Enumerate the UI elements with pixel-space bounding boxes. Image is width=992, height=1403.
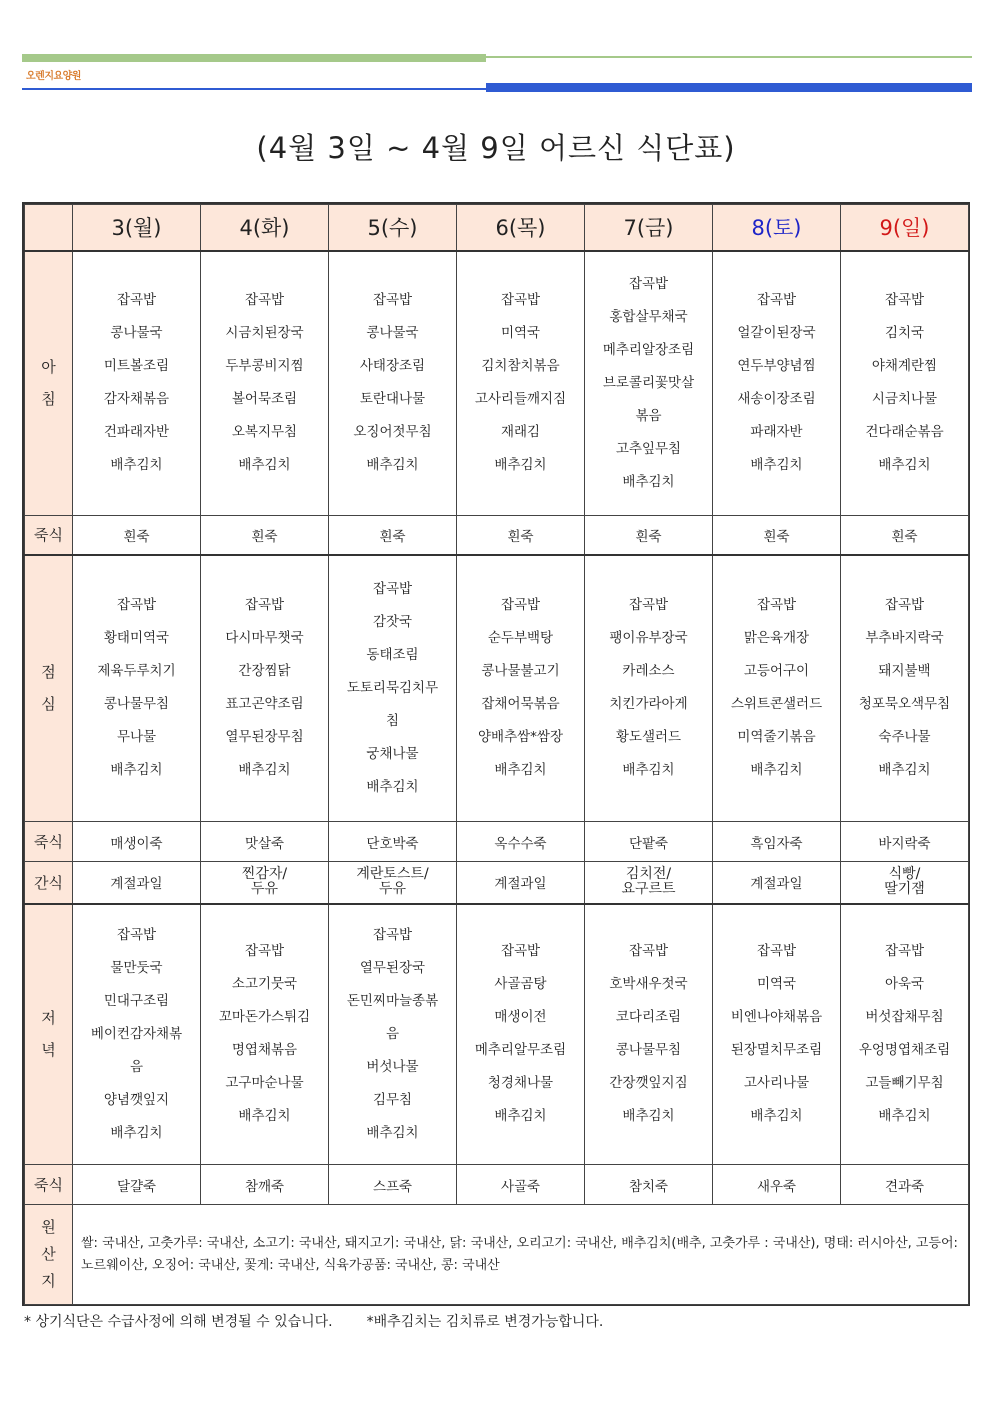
porridge-cell: 흰죽 <box>201 516 329 555</box>
porridge-label: 죽식 <box>25 516 73 555</box>
menu-item: 배추김치 <box>238 457 291 474</box>
page-title: (4월 3일 ~ 4월 9일 어르신 식단표) <box>256 131 736 165</box>
menu-item: 양배추쌈*쌈장 <box>478 729 563 746</box>
menu-item: 고사리들깨지짐 <box>474 391 567 408</box>
footnote-right: *배추김치는 김치류로 변경가능합니다. <box>366 1314 604 1330</box>
porridge-cell: 흰죽 <box>713 516 841 555</box>
menu-item: 배추김치 <box>110 1124 163 1141</box>
menu-item: 볶음 <box>635 407 662 424</box>
day-header-row <box>25 205 969 251</box>
menu-item: 궁채나물 <box>366 745 419 762</box>
porridge-cell: 바지락죽 <box>841 822 969 862</box>
menu-item: 배추김치 <box>622 1108 675 1125</box>
day-header: 6(목) <box>457 205 585 251</box>
porridge-cell: 흰죽 <box>329 516 457 555</box>
origin-text: 쌀: 국내산, 고춧가루: 국내산, 소고기: 국내산, 돼지고기: 국내산, 닭: 국내산, 오리고기: 국내산, 배추김치(배추, 고춧가루 : 국내산), 명태: 러시아산, 고등어: 노르웨이산, 오징어: 국내산, 꽃게: 국내산, 식육가공품: 국내산, 콩: 국내산 <box>73 1205 969 1305</box>
menu-item: 침 <box>385 712 400 729</box>
menu-item: 브로콜리꽃맛살 <box>602 374 695 391</box>
menu-item: 잡곡밥 <box>244 943 285 960</box>
menu-item: 새송이장조림 <box>737 391 816 408</box>
menu-item: 미트볼조림 <box>103 358 170 375</box>
porridge-cell: 사골죽 <box>457 1165 585 1205</box>
menu-item: 콩나물무침 <box>615 1042 682 1059</box>
lunch-label-char: 심 <box>41 695 56 714</box>
porridge-cell: 옥수수죽 <box>457 822 585 862</box>
menu-item: 숙주나물 <box>878 729 931 746</box>
menu-item: 배추김치 <box>622 762 675 779</box>
porridge-cell: 흰죽 <box>841 516 969 555</box>
menu-item: 건다래순볶음 <box>865 424 944 441</box>
breakfast-cell <box>713 251 841 516</box>
menu-item: 민대구조림 <box>103 992 170 1009</box>
origin-label-char: 원 <box>41 1218 56 1236</box>
snack-row <box>25 862 969 904</box>
lunch-cell <box>841 555 969 822</box>
lunch-cell <box>585 555 713 822</box>
menu-item: 다시마무챗국 <box>225 630 304 647</box>
lunch-cell <box>713 555 841 822</box>
menu-item: 잡곡밥 <box>116 292 157 309</box>
menu-item: 버섯잡채무침 <box>865 1009 944 1026</box>
porridge-cell: 스프죽 <box>329 1165 457 1205</box>
menu-item: 메추리알무조림 <box>474 1042 567 1059</box>
menu-item: 재래김 <box>500 424 541 441</box>
menu-item: 간장찜닭 <box>238 663 291 680</box>
porridge-cell: 맛살죽 <box>201 822 329 862</box>
origin-label-char: 산 <box>41 1245 56 1263</box>
snack-cell <box>841 862 969 904</box>
snack-item: 딸기잼 <box>884 881 925 898</box>
snack-item: 김치전/ <box>625 866 672 883</box>
snack-item: 두유 <box>378 881 407 898</box>
menu-item: 된장멸치무조림 <box>730 1042 823 1059</box>
menu-item: 치킨가라아게 <box>609 696 688 713</box>
menu-item: 연두부양념찜 <box>737 358 816 375</box>
menu-item: 홍합살무채국 <box>609 308 688 325</box>
lunch-label-char: 점 <box>41 663 56 682</box>
menu-item: 잡곡밥 <box>244 597 285 614</box>
footnote <box>24 1311 603 1331</box>
lunch-row <box>25 555 969 822</box>
snack-item: 요구르트 <box>621 881 676 898</box>
menu-item: 잡곡밥 <box>628 597 669 614</box>
day-header: 3(월) <box>73 205 201 251</box>
day-header: 7(금) <box>585 205 713 251</box>
menu-item: 도토리묵김치무 <box>346 679 439 696</box>
menu-item: 돈민찌마늘종볶 <box>346 992 439 1009</box>
menu-item: 배추김치 <box>366 457 419 474</box>
menu-item: 부추바지락국 <box>865 630 944 647</box>
header-bar-green <box>22 54 486 62</box>
menu-item: 사골곰탕 <box>494 976 547 993</box>
header-line-green <box>486 56 972 58</box>
snack-cell <box>713 862 841 904</box>
snack-item: 계절과일 <box>110 876 163 893</box>
breakfast-label <box>25 251 73 516</box>
menu-item: 팽이유부장국 <box>609 630 688 647</box>
dinner-label <box>25 904 73 1165</box>
menu-item: 배추김치 <box>494 762 547 779</box>
snack-cell <box>329 862 457 904</box>
menu-item: 미역줄기볶음 <box>737 729 816 746</box>
menu-item: 고구마순나물 <box>225 1075 304 1092</box>
menu-item: 배추김치 <box>366 778 419 795</box>
origin-row <box>25 1205 969 1305</box>
menu-item: 잡곡밥 <box>500 597 541 614</box>
menu-item: 잡곡밥 <box>116 926 157 943</box>
porridge-cell: 단호박죽 <box>329 822 457 862</box>
header-line-blue <box>22 88 486 90</box>
menu-item: 미역국 <box>500 325 541 342</box>
menu-item: 배추김치 <box>878 457 931 474</box>
dinner-cell <box>73 904 201 1165</box>
menu-item: 카레소스 <box>622 663 675 680</box>
dinner-cell <box>585 904 713 1165</box>
menu-item: 배추김치 <box>238 762 291 779</box>
snack-item: 두유 <box>250 881 279 898</box>
menu-item: 배추김치 <box>878 762 931 779</box>
menu-item: 잡채어묵볶음 <box>481 696 560 713</box>
menu-item: 두부콩비지찜 <box>225 358 304 375</box>
menu-item: 배추김치 <box>110 762 163 779</box>
menu-item: 청경채나물 <box>487 1075 554 1092</box>
lunch-cell <box>329 555 457 822</box>
menu-item: 얼갈이된장국 <box>737 325 816 342</box>
menu-item: 김치국 <box>884 325 925 342</box>
menu-item: 꼬마돈가스튀김 <box>218 1009 311 1026</box>
menu-item: 물만둣국 <box>110 959 163 976</box>
menu-item: 베이컨감자채볶 <box>90 1025 183 1042</box>
menu-item: 감자채볶음 <box>103 391 170 408</box>
menu-item: 코다리조림 <box>615 1009 682 1026</box>
menu-item: 배추김치 <box>494 1108 547 1125</box>
menu-item: 황도샐러드 <box>615 729 682 746</box>
porridge-cell: 흰죽 <box>457 516 585 555</box>
menu-item: 잡곡밥 <box>372 292 413 309</box>
menu-item: 콩나물불고기 <box>481 663 560 680</box>
menu-item: 김치참치볶음 <box>481 358 560 375</box>
menu-item: 잡곡밥 <box>628 943 669 960</box>
menu-item: 시금치된장국 <box>225 325 304 342</box>
menu-item: 야채계란찜 <box>871 358 938 375</box>
menu-item: 스위트콘샐러드 <box>730 696 823 713</box>
lunch-label <box>25 555 73 822</box>
lunch-porridge-row <box>25 822 969 862</box>
menu-item: 잡곡밥 <box>244 292 285 309</box>
menu-item: 건파래자반 <box>103 424 170 441</box>
menu-item: 제육두루치기 <box>97 663 176 680</box>
snack-item: 식빵/ <box>888 866 921 883</box>
lunch-cell <box>201 555 329 822</box>
porridge-cell: 흰죽 <box>73 516 201 555</box>
breakfast-cell <box>841 251 969 516</box>
breakfast-porridge-row <box>25 516 969 555</box>
menu-item: 음 <box>385 1025 400 1042</box>
menu-item: 호박새우젓국 <box>609 976 688 993</box>
menu-item: 표고곤약조림 <box>225 696 304 713</box>
menu-item: 잡곡밥 <box>628 275 669 292</box>
menu-item: 동태조림 <box>366 646 419 663</box>
breakfast-cell <box>585 251 713 516</box>
menu-item: 비엔나야채볶음 <box>730 1009 823 1026</box>
menu-item: 무나물 <box>116 729 157 746</box>
menu-item: 버섯나물 <box>366 1058 419 1075</box>
menu-item: 양념깻잎지 <box>103 1091 170 1108</box>
menu-item: 배추김치 <box>750 762 803 779</box>
porridge-cell: 참깨죽 <box>201 1165 329 1205</box>
menu-item: 콩나물무침 <box>103 696 170 713</box>
porridge-cell: 매생이죽 <box>73 822 201 862</box>
menu-item: 황태미역국 <box>103 630 170 647</box>
menu-item: 돼지불백 <box>878 663 931 680</box>
menu-item: 음 <box>129 1058 144 1075</box>
menu-item: 콩나물국 <box>366 325 419 342</box>
menu-item: 볼어묵조림 <box>231 391 298 408</box>
porridge-label: 죽식 <box>25 1165 73 1205</box>
menu-item: 오징어젓무침 <box>353 424 432 441</box>
snack-cell <box>73 862 201 904</box>
breakfast-label-char: 침 <box>41 390 56 409</box>
lunch-cell <box>457 555 585 822</box>
snack-label: 간식 <box>25 862 73 904</box>
menu-item: 배추김치 <box>878 1108 931 1125</box>
menu-item: 잡곡밥 <box>372 926 413 943</box>
day-header: 4(화) <box>201 205 329 251</box>
menu-item: 잡곡밥 <box>500 292 541 309</box>
dinner-row <box>25 904 969 1165</box>
dinner-cell <box>201 904 329 1165</box>
menu-item: 잡곡밥 <box>116 597 157 614</box>
porridge-cell: 참치죽 <box>585 1165 713 1205</box>
porridge-cell: 단팥죽 <box>585 822 713 862</box>
origin-label <box>25 1205 73 1305</box>
snack-item: 계절과일 <box>494 876 547 893</box>
header-bar-blue <box>486 83 972 92</box>
menu-item: 배추김치 <box>366 1124 419 1141</box>
dinner-label-char: 저 <box>41 1009 56 1028</box>
breakfast-cell <box>457 251 585 516</box>
breakfast-cell <box>201 251 329 516</box>
menu-item: 토란대나물 <box>359 391 426 408</box>
snack-item: 계절과일 <box>750 876 803 893</box>
menu-item: 고등어구이 <box>743 663 810 680</box>
snack-item: 계란토스트/ <box>356 866 429 883</box>
porridge-cell: 흰죽 <box>585 516 713 555</box>
menu-item: 콩나물국 <box>110 325 163 342</box>
menu-table-frame <box>22 202 970 1306</box>
menu-item: 잡곡밥 <box>884 943 925 960</box>
day-header: 8(토) <box>713 205 841 251</box>
menu-item: 김무침 <box>372 1091 413 1108</box>
lunch-cell <box>73 555 201 822</box>
menu-item: 잡곡밥 <box>884 292 925 309</box>
menu-item: 잡곡밥 <box>756 292 797 309</box>
menu-item: 고사리나물 <box>743 1075 810 1092</box>
snack-cell <box>201 862 329 904</box>
corner-cell <box>25 205 73 251</box>
menu-item: 소고기뭇국 <box>231 976 298 993</box>
breakfast-row <box>25 251 969 516</box>
snack-cell <box>457 862 585 904</box>
breakfast-label-char: 아 <box>41 358 56 377</box>
menu-item: 오복지무침 <box>231 424 298 441</box>
menu-item: 시금치나물 <box>871 391 938 408</box>
menu-item: 메추리알장조림 <box>602 341 695 358</box>
menu-item: 배추김치 <box>238 1108 291 1125</box>
porridge-cell: 견과죽 <box>841 1165 969 1205</box>
menu-item: 청포묵오색무침 <box>858 696 951 713</box>
menu-item: 우엉명엽채조림 <box>858 1042 951 1059</box>
menu-item: 잡곡밥 <box>372 580 413 597</box>
logo-text: 오렌지요양원 <box>26 71 81 82</box>
day-header: 5(수) <box>329 205 457 251</box>
menu-table <box>24 204 969 1305</box>
dinner-cell <box>457 904 585 1165</box>
menu-item: 맑은육개장 <box>743 630 810 647</box>
menu-item: 파래자반 <box>750 424 803 441</box>
menu-item: 순두부백탕 <box>487 630 554 647</box>
breakfast-cell <box>329 251 457 516</box>
origin-label-char: 지 <box>41 1272 56 1290</box>
dinner-porridge-row <box>25 1165 969 1205</box>
menu-item: 잡곡밥 <box>756 943 797 960</box>
menu-item: 배추김치 <box>110 457 163 474</box>
menu-item: 배추김치 <box>494 457 547 474</box>
footnote-left: * 상기식단은 수급사정에 의해 변경될 수 있습니다. <box>24 1314 333 1330</box>
menu-item: 매생이전 <box>494 1009 547 1026</box>
dinner-cell <box>713 904 841 1165</box>
menu-item: 미역국 <box>756 976 797 993</box>
menu-item: 아욱국 <box>884 976 925 993</box>
dinner-label-char: 녁 <box>41 1041 56 1060</box>
porridge-cell: 달걀죽 <box>73 1165 201 1205</box>
menu-item: 열무된장국 <box>359 959 426 976</box>
dinner-cell <box>329 904 457 1165</box>
day-header: 9(일) <box>841 205 969 251</box>
menu-item: 배추김치 <box>622 473 675 490</box>
snack-cell <box>585 862 713 904</box>
menu-item: 사태장조림 <box>359 358 426 375</box>
porridge-label: 죽식 <box>25 822 73 862</box>
menu-item: 열무된장무침 <box>225 729 304 746</box>
menu-item: 배추김치 <box>750 457 803 474</box>
snack-item: 찐감자/ <box>241 866 288 883</box>
menu-item: 잡곡밥 <box>756 597 797 614</box>
menu-item: 명엽채볶음 <box>231 1042 298 1059</box>
breakfast-cell <box>73 251 201 516</box>
menu-item: 간장깻잎지짐 <box>609 1075 688 1092</box>
porridge-cell: 흑임자죽 <box>713 822 841 862</box>
menu-item: 고추잎무침 <box>615 440 682 457</box>
menu-item: 감잣국 <box>372 613 413 630</box>
menu-item: 고들빼기무침 <box>865 1075 944 1092</box>
dinner-cell <box>841 904 969 1165</box>
menu-item: 잡곡밥 <box>500 943 541 960</box>
menu-item: 잡곡밥 <box>884 597 925 614</box>
porridge-cell: 새우죽 <box>713 1165 841 1205</box>
menu-item: 배추김치 <box>750 1108 803 1125</box>
